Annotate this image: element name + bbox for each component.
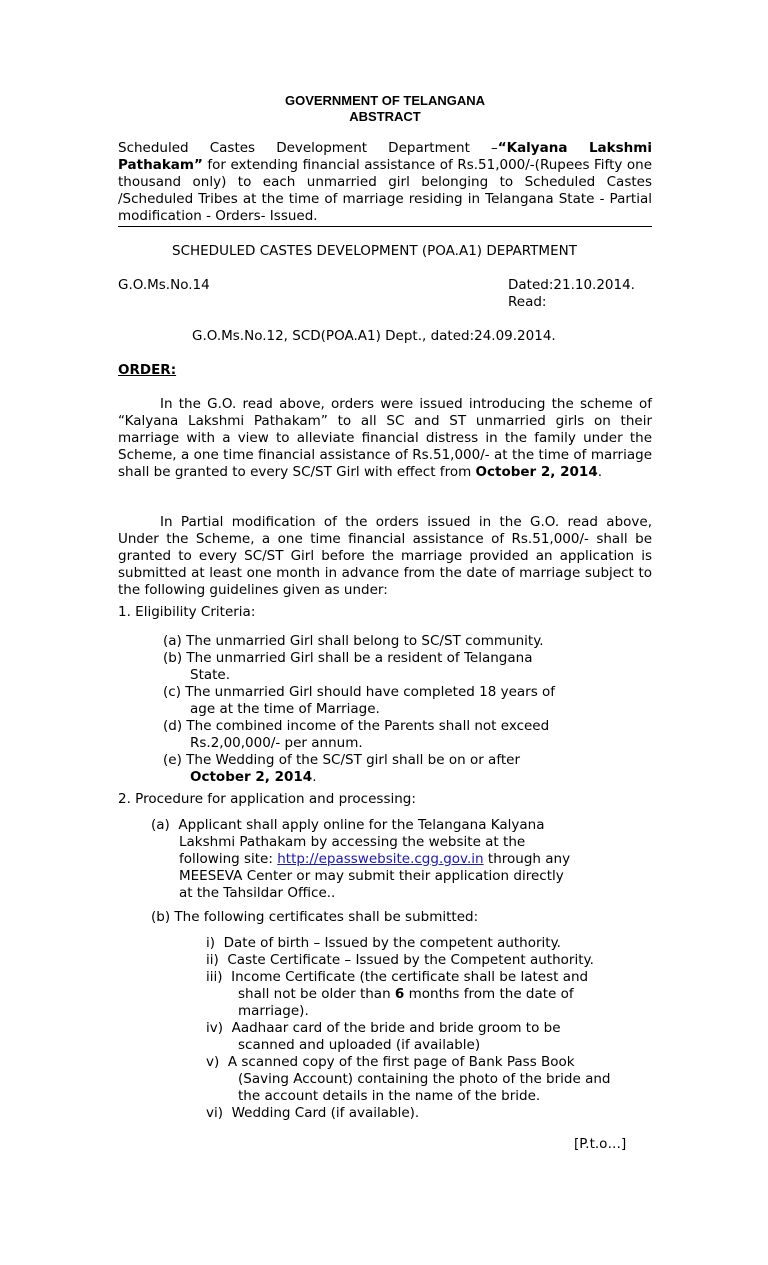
item-text: Caste Certificate – Issued by the Competent authority. bbox=[227, 952, 594, 968]
eligibility-a bbox=[163, 633, 544, 650]
certificate-v-line2: (Saving Account) containing the photo of the bride and bbox=[238, 1071, 611, 1087]
section1-title: 1. Eligibility Criteria: bbox=[118, 604, 256, 620]
certificate-iii-line3: marriage). bbox=[238, 1003, 309, 1019]
certificate-iii-line2 bbox=[238, 986, 574, 1003]
procedure-a-line2: Lakshmi Pathakam by accessing the website at the bbox=[179, 834, 526, 850]
certificate-iv-line2: scanned and uploaded (if available) bbox=[238, 1037, 481, 1053]
certificate-iii bbox=[206, 969, 588, 986]
scheme-name: “Kalyana Lakshmi Pathakam” bbox=[118, 140, 652, 173]
procedure-b bbox=[151, 909, 478, 926]
item-marker: (b) bbox=[151, 909, 171, 925]
subject-prefix: Scheduled Castes Development Department – bbox=[118, 140, 498, 156]
text-fragment: months from the date of bbox=[404, 986, 574, 1002]
para1-text: In the G.O. read above, orders were issued introducing the scheme of “Kalyana Lakshmi Pathakam” to all SC and ST unmarried girls on their marriage with a view to alleviate financial distress in the family under the Scheme, a one time financial assistance of Rs.51,000/- at the time of marriage shall be granted to every SC/ST Girl with effect from bbox=[118, 396, 652, 480]
certificate-v bbox=[206, 1054, 575, 1071]
item-text: The unmarried Girl shall be a resident of Telangana bbox=[186, 650, 533, 666]
item-text: Wedding Card (if available). bbox=[231, 1105, 420, 1121]
item-marker: (c) bbox=[163, 684, 181, 700]
go-date: Dated:21.10.2014. bbox=[508, 277, 635, 293]
subject-rest: for extending financial assistance of Rs.51,000/-(Rupees Fifty one thousand only) to each unmarried girl belonging to Scheduled Castes /Scheduled Tribes at the time of marriage residing in Telangana State - Partial modification - Orders- Issued. bbox=[118, 157, 652, 224]
certificate-iv bbox=[206, 1020, 561, 1037]
epass-website-link[interactable]: http://epasswebsite.cgg.gov.in bbox=[277, 851, 484, 867]
procedure-a-line3 bbox=[179, 851, 570, 868]
item-text: The unmarried Girl shall belong to SC/ST community. bbox=[186, 633, 544, 649]
eligibility-b-cont: State. bbox=[190, 667, 231, 683]
text-fragment: through any bbox=[483, 851, 571, 867]
eligibility-d-cont: Rs.2,00,000/- per annum. bbox=[190, 735, 363, 751]
wedding-date-end: . bbox=[312, 769, 317, 785]
item-marker: i) bbox=[206, 935, 216, 951]
text-fragment: following site: bbox=[179, 851, 278, 867]
procedure-a-line4: MEESEVA Center or may submit their application directly bbox=[179, 868, 564, 884]
item-marker: v) bbox=[206, 1054, 220, 1070]
certificate-v-line3: the account details in the name of the bride. bbox=[238, 1088, 541, 1104]
item-text: The combined income of the Parents shall not exceed bbox=[186, 718, 550, 734]
para1-date: October 2, 2014 bbox=[475, 464, 598, 480]
reference-go: G.O.Ms.No.12, SCD(POA.A1) Dept., dated:24.09.2014. bbox=[192, 328, 556, 344]
read-label: Read: bbox=[508, 294, 547, 310]
item-text: A scanned copy of the first page of Bank Pass Book bbox=[227, 1054, 575, 1070]
item-marker: iv) bbox=[206, 1020, 224, 1036]
item-marker: (a) bbox=[163, 633, 182, 649]
certificate-vi bbox=[206, 1105, 419, 1122]
item-text: The unmarried Girl should have completed 18 years of bbox=[185, 684, 556, 700]
item-marker: (b) bbox=[163, 650, 183, 666]
procedure-a bbox=[151, 817, 545, 834]
eligibility-e bbox=[163, 752, 520, 769]
item-marker: vi) bbox=[206, 1105, 224, 1121]
certificate-i bbox=[206, 935, 561, 952]
eligibility-d bbox=[163, 718, 549, 735]
item-text: Aadhaar card of the bride and bride groom to be bbox=[231, 1020, 561, 1036]
government-heading: GOVERNMENT OF TELANGANA bbox=[284, 93, 486, 108]
item-text: The Wedding of the SC/ST girl shall be on or after bbox=[186, 752, 520, 768]
eligibility-c bbox=[163, 684, 555, 701]
order-heading: ORDER: bbox=[118, 362, 177, 378]
abstract-heading: ABSTRACT bbox=[349, 109, 421, 124]
para1-end: . bbox=[597, 464, 603, 480]
item-marker: iii) bbox=[206, 969, 223, 985]
item-marker: (e) bbox=[163, 752, 182, 768]
procedure-a-line5: at the Tahsildar Office.. bbox=[179, 885, 336, 901]
certificate-ii bbox=[206, 952, 594, 969]
months-count: 6 bbox=[394, 986, 405, 1002]
text-fragment: shall not be older than bbox=[238, 986, 395, 1002]
item-marker: ii) bbox=[206, 952, 219, 968]
subject-divider bbox=[118, 226, 652, 227]
wedding-date: October 2, 2014 bbox=[190, 769, 313, 785]
page-turn-note: [P.t.o…] bbox=[574, 1136, 627, 1152]
department-name: SCHEDULED CASTES DEVELOPMENT (POA.A1) DEPARTMENT bbox=[172, 243, 577, 259]
item-marker: (a) bbox=[151, 817, 170, 833]
item-text: Applicant shall apply online for the Telangana Kalyana bbox=[178, 817, 545, 833]
item-text: The following certificates shall be submitted: bbox=[174, 909, 479, 925]
go-number: G.O.Ms.No.14 bbox=[118, 277, 210, 293]
item-text: Income Certificate (the certificate shall be latest and bbox=[231, 969, 589, 985]
section2-title: 2. Procedure for application and processing: bbox=[118, 791, 416, 807]
subject-paragraph bbox=[118, 140, 652, 225]
item-marker: (d) bbox=[163, 718, 183, 734]
order-paragraph-2 bbox=[118, 514, 652, 599]
eligibility-e-cont bbox=[190, 769, 316, 786]
para2-text: In Partial modification of the orders issued in the G.O. read above, Under the Scheme, a one time financial assistance of Rs.51,000/- shall be granted to every SC/ST Girl before the marriage provided an application is submitted at least one month in advance from the date of marriage subject to the following guidelines given as under: bbox=[118, 514, 652, 598]
eligibility-c-cont: age at the time of Marriage. bbox=[190, 701, 380, 717]
item-text: Date of birth – Issued by the competent authority. bbox=[223, 935, 561, 951]
order-paragraph-1 bbox=[118, 396, 652, 481]
eligibility-b bbox=[163, 650, 532, 667]
